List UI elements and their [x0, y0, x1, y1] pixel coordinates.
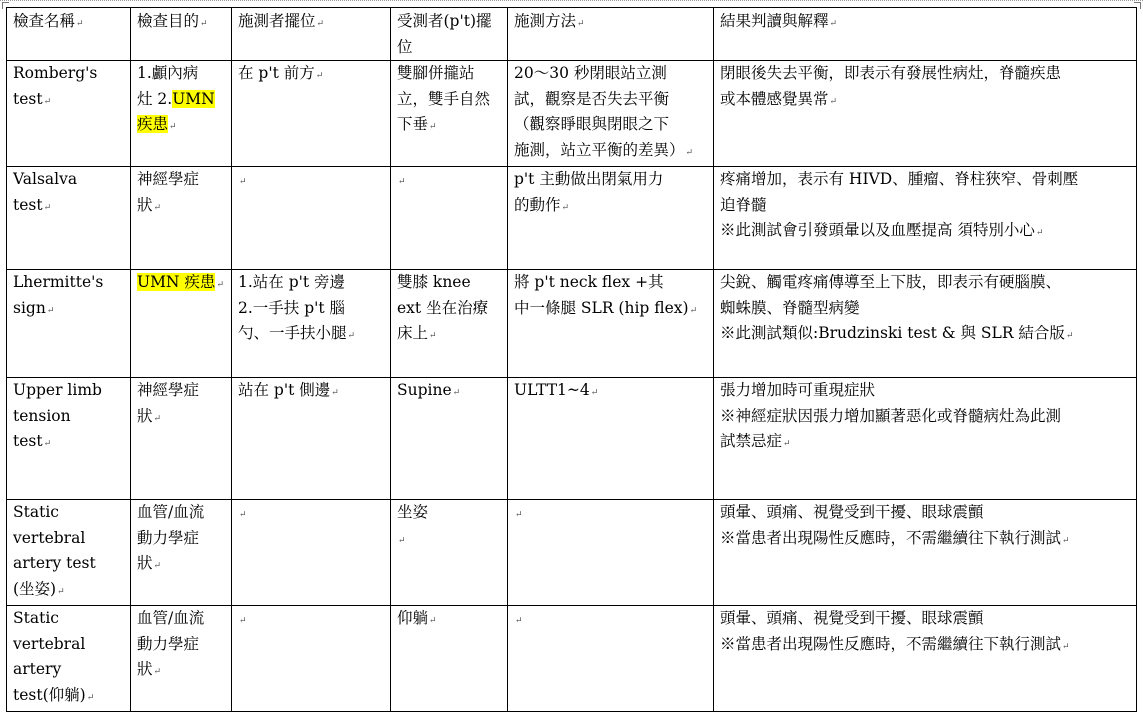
cell-line	[397, 500, 504, 526]
cell-line	[238, 378, 387, 407]
cell-line	[13, 526, 127, 552]
paragraph-mark-icon: ↵	[153, 202, 162, 213]
cell-line	[137, 606, 228, 632]
test-name-cell	[7, 606, 131, 712]
cell-line	[514, 167, 710, 193]
cell-text: 頭暈、頭痛、視覺受到干擾、眼球震顫	[720, 503, 984, 521]
cell-text: 灶 2.	[137, 89, 173, 108]
cell-text: 立，雙手自然	[397, 89, 491, 108]
cell-text: 疼痛增加，表示有 HIVD、腫瘤、脊柱狹窄、骨刺壓	[720, 170, 1079, 188]
method-cell	[508, 61, 714, 167]
table-row	[7, 500, 1137, 606]
cell-line	[13, 657, 127, 683]
table-row	[7, 606, 1137, 712]
cell-line	[13, 404, 127, 430]
table-row	[7, 61, 1137, 167]
cell-text: Supine	[397, 381, 452, 399]
paragraph-mark-icon: ↵	[239, 616, 247, 626]
cell-text: 勺、一手扶小腿	[238, 324, 347, 342]
paragraph-mark-icon: ↵	[398, 535, 406, 546]
paragraph-mark-icon: ↵	[315, 71, 324, 81]
cell-line	[137, 657, 228, 686]
cell-text: 狀	[137, 554, 153, 572]
cell-text: 血管/血流	[137, 503, 205, 521]
paragraph-mark-icon: ↵	[398, 177, 406, 187]
test-name-cell	[7, 270, 131, 378]
paragraph-mark-icon: ↵	[429, 331, 437, 341]
paragraph-mark-icon: ↵	[43, 202, 52, 213]
examiner-position-cell	[232, 606, 391, 712]
paragraph-mark-icon: ↵	[169, 122, 177, 132]
paragraph-mark-icon: ↵	[46, 305, 55, 316]
cell-line	[137, 500, 228, 526]
cell-text: 試禁忌症	[720, 432, 783, 450]
cell-text: artery test	[13, 554, 96, 572]
cell-line	[397, 321, 504, 350]
highlighted-text: UMN	[172, 89, 215, 108]
cell-line	[514, 606, 710, 635]
cell-text: 2.一手扶 p't 腦	[238, 298, 346, 317]
paragraph-mark-icon: ↵	[1035, 228, 1044, 238]
cell-line	[514, 500, 710, 529]
cell-text: （觀察睜眼與閉眼之下	[514, 115, 670, 133]
header-patient-position: 受測者(p't)擺位	[391, 8, 508, 61]
cell-line	[238, 296, 387, 322]
cell-text: 1.站在 p't 旁邊	[238, 273, 346, 291]
cell-line	[238, 61, 387, 90]
patient-position-cell	[391, 606, 508, 712]
cell-line	[238, 500, 387, 529]
cell-text: 試，觀察是否失去平衡	[514, 89, 670, 108]
cell-text: 中一條腿 SLR (hip flex)	[514, 298, 689, 317]
method-cell	[508, 378, 714, 500]
patient-position-cell	[391, 167, 508, 270]
cell-line	[13, 500, 127, 526]
cell-text: 20～30 秒閉眼站立測	[514, 64, 667, 82]
patient-position-cell	[391, 500, 508, 606]
cell-text: ※此測試類似:Brudzinski test & 與 SLR 結合版	[720, 324, 1065, 342]
table-row	[7, 378, 1137, 500]
cell-line	[720, 87, 1133, 116]
cell-text: 在 p't 前方	[238, 64, 315, 82]
cell-text: Static	[13, 503, 59, 521]
method-cell	[508, 606, 714, 712]
purpose-cell	[131, 61, 232, 167]
cell-line	[397, 270, 504, 296]
paragraph-mark-icon: ↵	[689, 305, 698, 316]
cell-line	[137, 632, 228, 658]
cell-text: 神經學症	[137, 170, 200, 188]
cell-line	[720, 321, 1133, 350]
cell-line	[137, 193, 228, 222]
cell-text: test	[13, 89, 43, 108]
cell-text: 神經學症	[137, 381, 200, 399]
cell-text: Valsalva	[13, 170, 78, 188]
paragraph-mark-icon: ↵	[86, 692, 95, 703]
header-method: 施測方法↵	[508, 8, 714, 61]
cell-line	[13, 61, 127, 87]
cell-text: vertebral	[13, 634, 86, 653]
cell-text: 的動作	[514, 195, 561, 214]
test-name-cell	[7, 167, 131, 270]
paragraph-mark-icon: ↵	[783, 439, 791, 449]
paragraph-mark-icon: ↵	[1062, 535, 1070, 546]
cell-line	[238, 321, 387, 350]
cell-line	[137, 112, 228, 141]
purpose-cell	[131, 167, 232, 270]
cell-line	[720, 632, 1133, 661]
cell-line	[720, 270, 1133, 296]
paragraph-mark-icon: ↵	[515, 510, 523, 520]
cell-line	[13, 606, 127, 632]
purpose-cell	[131, 606, 232, 712]
cell-line	[13, 378, 127, 404]
cell-text: 動力學症	[137, 634, 200, 653]
patient-position-cell	[391, 61, 508, 167]
cell-line	[720, 429, 1133, 458]
cell-line	[514, 270, 710, 296]
cell-line	[397, 87, 504, 113]
cell-text: 施測，站立平衡的差異）	[514, 140, 685, 159]
purpose-cell	[131, 378, 232, 500]
cell-line	[397, 526, 504, 555]
cell-text: 雙腳併攏站	[397, 64, 475, 82]
paragraph-mark-icon: ↵	[43, 439, 52, 449]
cell-text: (坐姿)	[13, 579, 57, 598]
highlighted-text: UMN 疾患	[137, 273, 216, 291]
cell-line	[137, 404, 228, 433]
cell-text: 雙膝 knee	[397, 273, 471, 291]
cell-line	[397, 296, 504, 322]
cell-text: 將 p't neck flex +其	[514, 273, 664, 291]
paragraph-mark-icon: ↵	[347, 331, 356, 341]
cell-line	[514, 61, 710, 87]
cell-text: ext 坐在治療	[397, 298, 489, 317]
cell-line	[397, 112, 504, 141]
cell-line	[13, 632, 127, 658]
cell-text: 床上	[397, 324, 429, 342]
cell-text: 狀	[137, 195, 153, 214]
cell-text: tension	[13, 406, 71, 425]
cell-text: test(仰躺)	[13, 685, 86, 704]
paragraph-mark-icon: ↵	[452, 388, 461, 398]
cell-line	[238, 270, 387, 296]
table-header-row	[7, 8, 1137, 61]
cell-line	[13, 270, 127, 296]
header-examiner-position: 施測者擺位↵	[232, 8, 391, 61]
cell-line	[720, 218, 1133, 247]
paragraph-mark-icon: ↵	[239, 177, 247, 187]
cell-text: 迫脊髓	[720, 195, 767, 214]
header-test-name: 檢查名稱↵	[7, 8, 131, 61]
page-top-rule	[0, 0, 1143, 5]
interpretation-cell	[714, 500, 1137, 606]
cell-text: 張力增加時可重現症狀	[720, 381, 876, 399]
cell-text: ULTT1~4	[514, 381, 590, 399]
test-name-cell	[7, 500, 131, 606]
paragraph-mark-icon: ↵	[685, 147, 694, 158]
paragraph-mark-icon: ↵	[590, 388, 599, 398]
cell-text: Upper limb	[13, 381, 102, 399]
cell-text: 動力學症	[137, 528, 200, 547]
cell-line	[514, 138, 710, 167]
cell-line	[720, 404, 1133, 430]
cell-text: 仰躺	[397, 609, 429, 627]
table-row	[7, 167, 1137, 270]
examiner-position-cell	[232, 500, 391, 606]
paragraph-mark-icon: ↵	[429, 122, 437, 132]
cell-text: ※神經症狀因張力增加顯著惡化或脊髓病灶為此測	[720, 406, 1062, 425]
cell-line	[137, 270, 228, 299]
cell-text: 蜘蛛膜、脊髓型病變	[720, 298, 860, 317]
paragraph-mark-icon: ↵	[153, 667, 162, 677]
cell-line	[514, 296, 710, 325]
cell-text: 頭暈、頭痛、視覺受到干擾、眼球震顫	[720, 609, 984, 627]
cell-text: ※當患者出現陽性反應時，不需繼續往下執行測試	[720, 634, 1062, 653]
method-cell	[508, 270, 714, 378]
cell-text: ※當患者出現陽性反應時，不需繼續往下執行測試	[720, 528, 1062, 547]
header-interpretation: 結果判讀與解釋↵	[714, 8, 1137, 61]
cell-text: 閉眼後失去平衡，即表示有發展性病灶，脊髓疾患	[720, 64, 1062, 82]
patient-position-cell	[391, 270, 508, 378]
examiner-position-cell	[232, 270, 391, 378]
cell-text: Lhermitte's	[13, 273, 104, 291]
purpose-cell	[131, 500, 232, 606]
cell-line	[397, 378, 504, 407]
cell-line	[238, 606, 387, 635]
cell-line	[720, 61, 1133, 87]
cell-line	[720, 526, 1133, 555]
cell-line	[13, 167, 127, 193]
cell-text: 或本體感覺異常	[720, 89, 829, 108]
paragraph-mark-icon: ↵	[829, 96, 838, 107]
cell-line	[720, 193, 1133, 219]
purpose-cell	[131, 270, 232, 378]
highlighted-text: 疾患	[137, 115, 169, 133]
paragraph-mark-icon: ↵	[561, 202, 570, 213]
cell-line	[720, 378, 1133, 404]
cell-line	[397, 606, 504, 635]
method-cell	[508, 167, 714, 270]
cell-text: 站在 p't 側邊	[238, 381, 331, 399]
paragraph-mark-icon: ↵	[429, 616, 437, 626]
cell-text: 尖銳、觸電疼痛傳導至上下肢，即表示有硬腦膜、	[720, 273, 1062, 291]
cell-text: ※此測試會引發頭暈以及血壓提高 須特別小心	[720, 221, 1035, 239]
paragraph-mark-icon: ↵	[216, 280, 224, 290]
cell-line	[13, 551, 127, 577]
interpretation-cell	[714, 270, 1137, 378]
paragraph-mark-icon: ↵	[153, 561, 162, 571]
cell-line	[13, 193, 127, 222]
test-name-cell	[7, 61, 131, 167]
paragraph-mark-icon: ↵	[153, 413, 162, 424]
method-cell	[508, 500, 714, 606]
interpretation-cell	[714, 606, 1137, 712]
cell-line	[13, 577, 127, 606]
cell-line	[720, 167, 1133, 193]
examiner-position-cell	[232, 378, 391, 500]
cell-line	[13, 683, 127, 712]
cell-text: 狀	[137, 406, 153, 425]
cell-line	[514, 112, 710, 138]
table-body	[7, 61, 1137, 712]
header-purpose: 檢查目的↵	[131, 8, 232, 61]
cell-line	[137, 167, 228, 193]
cell-line	[720, 606, 1133, 632]
cell-text: artery	[13, 660, 62, 678]
cell-line	[13, 296, 127, 325]
cell-line	[137, 87, 228, 113]
examiner-position-cell	[232, 167, 391, 270]
cell-text: 坐姿	[397, 503, 429, 521]
cell-line	[13, 429, 127, 458]
paragraph-mark-icon: ↵	[57, 586, 65, 597]
cell-text: p't 主動做出閉氣用力	[514, 170, 664, 188]
cell-line	[720, 296, 1133, 322]
test-name-cell	[7, 378, 131, 500]
paragraph-mark-icon: ↵	[1062, 641, 1070, 652]
paragraph-mark-icon: ↵	[43, 96, 52, 107]
cell-text: test	[13, 432, 43, 450]
cell-line	[514, 378, 710, 407]
cell-line	[137, 551, 228, 580]
cell-text: vertebral	[13, 528, 86, 547]
cell-line	[397, 167, 504, 196]
cell-line	[514, 193, 710, 222]
table-row	[7, 270, 1137, 378]
neurological-tests-table	[6, 7, 1137, 712]
cell-text: Romberg's	[13, 64, 98, 82]
cell-line	[514, 87, 710, 113]
cell-text: sign	[13, 298, 46, 317]
cell-line	[238, 167, 387, 196]
paragraph-mark-icon: ↵	[239, 510, 247, 520]
patient-position-cell	[391, 378, 508, 500]
cell-text: 血管/血流	[137, 609, 205, 627]
cell-text: test	[13, 195, 43, 214]
interpretation-cell	[714, 61, 1137, 167]
cell-line	[397, 61, 504, 87]
paragraph-mark-icon: ↵	[515, 616, 523, 626]
paragraph-mark-icon: ↵	[331, 388, 339, 398]
cell-text: 狀	[137, 660, 153, 678]
cell-line	[137, 526, 228, 552]
cell-line	[720, 500, 1133, 526]
cell-line	[137, 378, 228, 404]
cell-line	[137, 61, 228, 87]
interpretation-cell	[714, 167, 1137, 270]
interpretation-cell	[714, 378, 1137, 500]
cell-text: 1.顱內病	[137, 64, 199, 82]
cell-text: 下垂	[397, 115, 429, 133]
cell-text: Static	[13, 609, 59, 627]
paragraph-mark-icon: ↵	[1065, 331, 1074, 341]
examiner-position-cell	[232, 61, 391, 167]
cell-line	[13, 87, 127, 116]
